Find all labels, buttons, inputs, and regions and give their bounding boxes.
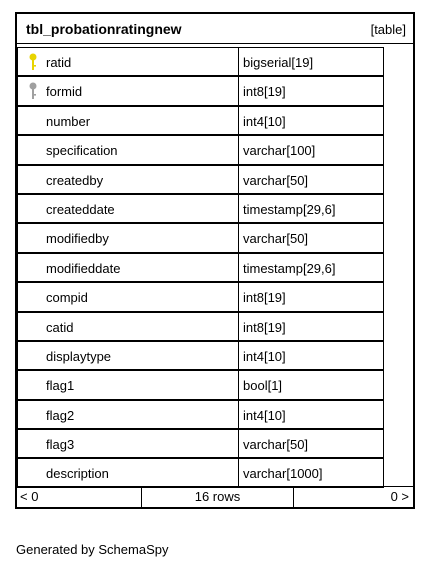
- column-type: int4[10]: [243, 348, 286, 364]
- column-type-cell: [238, 312, 384, 341]
- column-name[interactable]: compid: [46, 290, 88, 306]
- column-type-cell: [238, 135, 384, 164]
- column-name[interactable]: displaytype: [46, 348, 112, 364]
- column-type-cell: [238, 370, 384, 399]
- column-name[interactable]: flag2: [46, 407, 75, 423]
- column-type-cell: [238, 165, 384, 194]
- table-box: [15, 12, 415, 509]
- column-name[interactable]: modifiedby: [46, 231, 109, 247]
- column-type: int4[10]: [243, 407, 286, 423]
- column-name-cell: [17, 106, 239, 135]
- table-row[interactable]: [17, 135, 413, 164]
- column-name[interactable]: description: [46, 466, 109, 482]
- column-type-cell: [238, 253, 384, 282]
- table-footer: [17, 486, 413, 507]
- table-row[interactable]: [17, 76, 413, 105]
- table-row[interactable]: [17, 370, 413, 399]
- column-type: bool[1]: [243, 378, 283, 394]
- column-name-cell: [17, 312, 239, 341]
- column-type-cell: [238, 106, 384, 135]
- column-name-cell: [17, 429, 239, 458]
- column-name[interactable]: flag3: [46, 437, 75, 453]
- column-name[interactable]: number: [46, 113, 91, 129]
- column-type-cell: [238, 223, 384, 252]
- column-name[interactable]: createdby: [46, 172, 104, 188]
- column-type: int8[19]: [243, 290, 286, 306]
- table-row[interactable]: [17, 253, 413, 282]
- table-row[interactable]: [17, 312, 413, 341]
- column-type-cell: [238, 429, 384, 458]
- column-type-cell: [238, 282, 384, 311]
- column-type: varchar[50]: [243, 437, 309, 453]
- table-row[interactable]: [17, 106, 413, 135]
- column-type: varchar[100]: [243, 143, 316, 159]
- table-row[interactable]: [17, 341, 413, 370]
- column-name[interactable]: flag1: [46, 378, 75, 394]
- table-row[interactable]: [17, 429, 413, 458]
- table-row[interactable]: [17, 223, 413, 252]
- primary-key-icon: [28, 53, 38, 71]
- column-name-cell: [17, 400, 239, 429]
- column-type: int4[10]: [243, 113, 286, 129]
- column-type: timestamp[29,6]: [243, 260, 336, 276]
- column-name-cell: [17, 165, 239, 194]
- column-type: int8[19]: [243, 84, 286, 100]
- table-row[interactable]: [17, 47, 413, 76]
- table-row[interactable]: [17, 282, 413, 311]
- column-name-cell: [17, 47, 239, 76]
- column-type: timestamp[29,6]: [243, 201, 336, 217]
- parents-count[interactable]: < 0: [20, 489, 39, 504]
- column-type-cell: [238, 458, 384, 487]
- foreign-key-icon: [28, 82, 38, 100]
- column-type: bigserial[19]: [243, 55, 314, 70]
- column-name[interactable]: formid: [46, 84, 83, 100]
- column-name-cell: [17, 253, 239, 282]
- column-name-cell: [17, 76, 239, 105]
- children-count[interactable]: 0 >: [390, 489, 409, 504]
- column-type: varchar[1000]: [243, 466, 323, 482]
- column-name[interactable]: catid: [46, 319, 74, 335]
- column-list: [17, 47, 413, 488]
- column-name[interactable]: specification: [46, 143, 118, 159]
- table-row[interactable]: [17, 400, 413, 429]
- column-type: int8[19]: [243, 319, 286, 335]
- table-row[interactable]: [17, 165, 413, 194]
- column-name[interactable]: modifieddate: [46, 260, 121, 276]
- table-row[interactable]: [17, 194, 413, 223]
- column-type: varchar[50]: [243, 172, 309, 188]
- column-name-cell: [17, 223, 239, 252]
- column-type-cell: [238, 47, 384, 76]
- table-header: [17, 14, 413, 44]
- table-type-label: [table]: [370, 22, 406, 37]
- column-name-cell: [17, 194, 239, 223]
- column-name-cell: [17, 458, 239, 487]
- column-name-cell: [17, 282, 239, 311]
- column-type: varchar[50]: [243, 231, 309, 247]
- column-type-cell: [238, 341, 384, 370]
- column-type-cell: [238, 76, 384, 105]
- generated-by-label: Generated by SchemaSpy: [16, 542, 169, 557]
- column-name-cell: [17, 135, 239, 164]
- column-name[interactable]: ratid: [46, 55, 72, 70]
- column-name-cell: [17, 370, 239, 399]
- table-name[interactable]: tbl_probationratingnew: [26, 21, 182, 37]
- column-name[interactable]: createddate: [46, 201, 115, 217]
- column-type-cell: [238, 400, 384, 429]
- column-name-cell: [17, 341, 239, 370]
- row-count: 16 rows: [141, 487, 294, 507]
- column-type-cell: [238, 194, 384, 223]
- table-row[interactable]: [17, 458, 413, 487]
